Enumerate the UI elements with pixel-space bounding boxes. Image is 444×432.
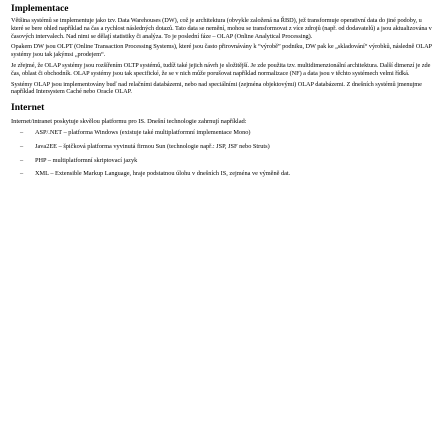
section-heading-implementace: Implementace <box>11 4 69 14</box>
list-item-text: PHP – multiplatformní skriptovací jazyk <box>35 156 138 164</box>
dash-bullet: – <box>20 142 24 150</box>
paragraph: Opakem DW jsou OLPT (Online Transaction Processing Systems), které jsou často přirovnávány k “výrobě” podniku, DW pak ke „skladování“ výrobků, následně OLAP systémy jsou tak jakýmsi „prodejem“. <box>11 43 432 59</box>
internet-intro: Internet/intranet poskytuje skvělou platformu pro IS. Dnešní technologie zahrnují například: <box>11 118 247 126</box>
paragraph: Je zřejmé, že OLAP systémy jsou rozšířením OLTP systémů, tudíž také jejich návrh je složitější. Je zde použita tzv. multidimenzionální architektura. Další dimenzí je zde čas, oblast či obchodník. OLAP systémy jsou tak specifické, že se v nich může porušovat například normalizace (NF) a data jsou v těchto systémech velmi řídká. <box>11 61 431 77</box>
dash-bullet: – <box>20 156 24 164</box>
paragraph: Většina systémů se implementuje jako tzv. Data Warehouses (DW), což je architektura (obvykle založená na ŘBD), jež transformuje operativní data do jiné podoby, u které se bere ohled například na čas a rychlost následných dotazů. Tato data se nemění, mohou se transformovat z více zdrojů (např. od dodavatelů) a jsou aktualizována v časových intervalech. Nad nimi se dělají statistiky či analýza. To je poslední fáze – OLAP (Online Analytical Processing). <box>11 17 432 40</box>
list-item <box>11 157 434 165</box>
list-item <box>11 129 434 137</box>
section-heading-internet: Internet <box>11 103 45 114</box>
list-item <box>11 170 434 178</box>
list-item-text: ASP/.NET – platforma Windows (existuje také multiplatformní implementace Mono) <box>35 128 251 136</box>
list-item <box>11 143 434 151</box>
paragraph: Systémy OLAP jsou implementovány buď nad relačními databázemi, nebo nad speciálními (zejména objektovými) OLAP databázemi. Z dnešních systémů jmenujme například Intersystem Caché nebo Oracle OLAP. <box>11 80 422 96</box>
list-item-text: Java2EE – špičková platforma vyvinutá firmou Sun (technologie např.: JSP, JSF nebo Struts) <box>35 142 270 150</box>
dash-bullet: – <box>20 170 24 178</box>
list-item-text: XML – Extensible Markup Language, hraje podstatnou úlohu v dnešních IS, zejména ve výměně dat. <box>35 170 291 178</box>
dash-bullet: – <box>20 128 24 136</box>
technology-list <box>11 129 434 178</box>
